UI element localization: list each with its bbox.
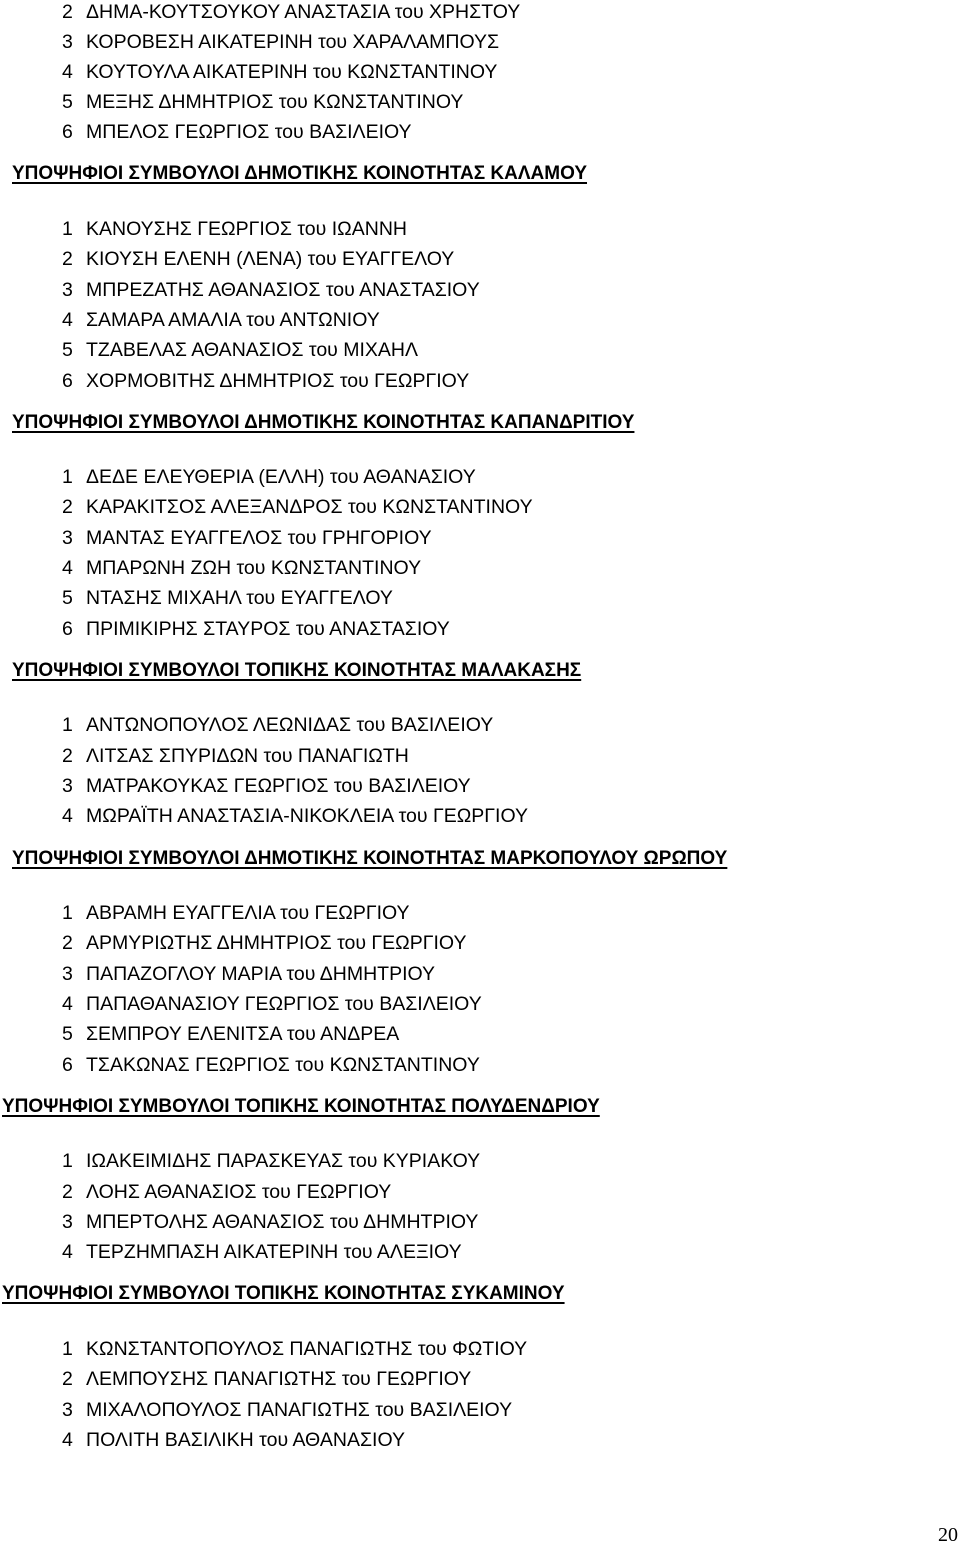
candidate-name: ΜΩΡΑΪΤΗ ΑΝΑΣΤΑΣΙΑ-ΝΙΚΟΚΛΕΙΑ του ΓΕΩΡΓΙΟΥ: [86, 805, 528, 827]
candidate-number: 5: [62, 587, 73, 609]
candidate-name: ΣΑΜΑΡΑ ΑΜΑΛΙΑ του ΑΝΤΩΝΙΟΥ: [86, 309, 380, 331]
candidate-name: ΣΕΜΠΡΟΥ ΕΛΕΝΙΤΣΑ του ΑΝΔΡΕΑ: [86, 1023, 400, 1045]
candidate-number: 2: [62, 1368, 73, 1390]
candidate-number: 3: [62, 527, 73, 549]
list-item: [62, 60, 497, 84]
list-item: [62, 1149, 480, 1173]
section-heading: ΥΠΟΨΗΦΙΟΙ ΣΥΜΒΟΥΛΟΙ ΔΗΜΟΤΙΚΗΣ ΚΟΙΝΟΤΗΤΑΣ ΜΑΡΚΟΠΟΥΛΟΥ ΩΡΩΠΟΥ: [12, 848, 728, 869]
candidate-name: ΚΑΡΑΚΙΤΣΟΣ ΑΛΕΞΑΝΔΡΟΣ του ΚΩΝΣΤΑΝΤΙΝΟΥ: [86, 496, 533, 518]
candidate-number: 2: [62, 932, 73, 954]
candidate-name: ΜΙΧΑΛΟΠΟΥΛΟΣ ΠΑΝΑΓΙΩΤΗΣ του ΒΑΣΙΛΕΙΟΥ: [86, 1399, 513, 1421]
list-item: [62, 1240, 462, 1264]
candidate-number: 1: [62, 714, 73, 736]
candidate-name: ΚΩΝΣΤΑΝΤΟΠΟΥΛΟΣ ΠΑΝΑΓΙΩΤΗΣ του ΦΩΤΙΟΥ: [86, 1338, 528, 1360]
candidate-number: 3: [62, 31, 73, 53]
list-item: [62, 713, 493, 737]
list-item: [62, 30, 499, 54]
candidate-number: 4: [62, 61, 73, 83]
list-item: [62, 1367, 471, 1391]
list-item: [62, 247, 454, 271]
candidate-number: 2: [62, 496, 73, 518]
candidate-number: 6: [62, 618, 73, 640]
list-item: [62, 586, 393, 610]
candidate-number: 5: [62, 91, 73, 113]
candidate-name: ΠΑΠΑΘΑΝΑΣΙΟΥ ΓΕΩΡΓΙΟΣ του ΒΑΣΙΛΕΙΟΥ: [86, 993, 482, 1015]
candidate-number: 3: [62, 1399, 73, 1421]
list-item: [62, 338, 418, 362]
list-item: [62, 217, 407, 241]
list-item: [62, 1428, 405, 1452]
list-item: [62, 1053, 480, 1077]
candidate-name: ΜΑΝΤΑΣ ΕΥΑΓΓΕΛΟΣ του ΓΡΗΓΟΡΙΟΥ: [86, 527, 432, 549]
list-item: [62, 901, 410, 925]
candidate-name: ΜΠΕΡΤΟΛΗΣ ΑΘΑΝΑΣΙΟΣ του ΔΗΜΗΤΡΙΟΥ: [86, 1211, 479, 1233]
section-heading: ΥΠΟΨΗΦΙΟΙ ΣΥΜΒΟΥΛΟΙ ΔΗΜΟΤΙΚΗΣ ΚΟΙΝΟΤΗΤΑΣ ΚΑΛΑΜΟΥ: [12, 163, 588, 184]
list-item: [62, 1022, 399, 1046]
candidate-number: 2: [62, 1, 73, 23]
list-item: [62, 1337, 527, 1361]
candidate-name: ΤΣΑΚΩΝΑΣ ΓΕΩΡΓΙΟΣ του ΚΩΝΣΤΑΝΤΙΝΟΥ: [86, 1054, 480, 1076]
candidate-number: 4: [62, 1241, 73, 1263]
candidate-number: 6: [62, 1054, 73, 1076]
page-number: 20: [938, 1524, 958, 1546]
candidate-name: ΚΟΥΤΟΥΛΑ ΑΙΚΑΤΕΡΙΝΗ του ΚΩΝΣΤΑΝΤΙΝΟΥ: [86, 61, 498, 83]
list-item: [62, 465, 476, 489]
candidate-number: 1: [62, 1338, 73, 1360]
list-item: [62, 617, 450, 641]
candidate-name: ΤΖΑΒΕΛΑΣ ΑΘΑΝΑΣΙΟΣ του ΜΙΧΑΗΛ: [86, 339, 419, 361]
candidate-number: 4: [62, 993, 73, 1015]
candidate-name: ΤΕΡΖΗΜΠΑΣΗ ΑΙΚΑΤΕΡΙΝΗ του ΑΛΕΞΙΟΥ: [86, 1241, 462, 1263]
candidate-name: ΚΙΟΥΣΗ ΕΛΕΝΗ (ΛΕΝΑ) του ΕΥΑΓΓΕΛΟΥ: [86, 248, 455, 270]
list-item: [62, 0, 520, 24]
list-item: [62, 526, 432, 550]
candidate-number: 1: [62, 902, 73, 924]
candidate-name: ΜΠΡΕΖΑΤΗΣ ΑΘΑΝΑΣΙΟΣ του ΑΝΑΣΤΑΣΙΟΥ: [86, 279, 480, 301]
list-item: [62, 931, 466, 955]
candidate-number: 5: [62, 339, 73, 361]
candidate-number: 4: [62, 1429, 73, 1451]
candidate-name: ΧΟΡΜΟΒΙΤΗΣ ΔΗΜΗΤΡΙΟΣ του ΓΕΩΡΓΙΟΥ: [86, 370, 470, 392]
candidate-number: 2: [62, 745, 73, 767]
candidate-name: ΔΗΜΑ-ΚΟΥΤΣΟΥΚΟΥ ΑΝΑΣΤΑΣΙΑ του ΧΡΗΣΤΟΥ: [86, 1, 521, 23]
candidate-number: 1: [62, 466, 73, 488]
candidate-number: 5: [62, 1023, 73, 1045]
list-item: [62, 90, 463, 114]
candidate-number: 6: [62, 370, 73, 392]
candidate-number: 1: [62, 218, 73, 240]
list-item: [62, 308, 380, 332]
candidate-name: ΠΑΠΑΖΟΓΛΟΥ ΜΑΡΙΑ του ΔΗΜΗΤΡΙΟΥ: [86, 963, 436, 985]
candidate-name: ΛΙΤΣΑΣ ΣΠΥΡΙΔΩΝ του ΠΑΝΑΓΙΩΤΗ: [86, 745, 409, 767]
section-heading: ΥΠΟΨΗΦΙΟΙ ΣΥΜΒΟΥΛΟΙ ΔΗΜΟΤΙΚΗΣ ΚΟΙΝΟΤΗΤΑΣ ΚΑΠΑΝΔΡΙΤΙΟΥ: [12, 412, 635, 433]
candidate-number: 2: [62, 1181, 73, 1203]
list-item: [62, 992, 482, 1016]
candidate-name: ΠΡΙΜΙΚΙΡΗΣ ΣΤΑΥΡΟΣ του ΑΝΑΣΤΑΣΙΟΥ: [86, 618, 450, 640]
candidate-name: ΑΒΡΑΜΗ ΕΥΑΓΓΕΛΙΑ του ΓΕΩΡΓΙΟΥ: [86, 902, 410, 924]
candidate-number: 4: [62, 805, 73, 827]
list-item: [62, 962, 435, 986]
list-item: [62, 369, 469, 393]
list-item: [62, 120, 412, 144]
candidate-name: ΚΟΡΟΒΕΣΗ ΑΙΚΑΤΕΡΙΝΗ του ΧΑΡΑΛΑΜΠΟΥΣ: [86, 31, 500, 53]
candidate-number: 3: [62, 775, 73, 797]
candidate-number: 3: [62, 279, 73, 301]
candidate-number: 1: [62, 1150, 73, 1172]
list-item: [62, 1398, 512, 1422]
candidate-name: ΜΠΕΛΟΣ ΓΕΩΡΓΙΟΣ του ΒΑΣΙΛΕΙΟΥ: [86, 121, 412, 143]
list-item: [62, 744, 409, 768]
candidate-number: 2: [62, 248, 73, 270]
candidate-name: ΑΝΤΩΝΟΠΟΥΛΟΣ ΛΕΩΝΙΔΑΣ του ΒΑΣΙΛΕΙΟΥ: [86, 714, 494, 736]
section-heading: ΥΠΟΨΗΦΙΟΙ ΣΥΜΒΟΥΛΟΙ ΤΟΠΙΚΗΣ ΚΟΙΝΟΤΗΤΑΣ ΣΥΚΑΜΙΝΟΥ: [2, 1283, 565, 1304]
list-item: [62, 556, 421, 580]
candidate-name: ΠΟΛΙΤΗ ΒΑΣΙΛΙΚΗ του ΑΘΑΝΑΣΙΟΥ: [86, 1429, 405, 1451]
candidate-number: 4: [62, 309, 73, 331]
candidate-number: 4: [62, 557, 73, 579]
candidate-number: 3: [62, 1211, 73, 1233]
candidate-name: ΛΟΗΣ ΑΘΑΝΑΣΙΟΣ του ΓΕΩΡΓΙΟΥ: [86, 1181, 392, 1203]
candidate-name: ΜΑΤΡΑΚΟΥΚΑΣ ΓΕΩΡΓΙΟΣ του ΒΑΣΙΛΕΙΟΥ: [86, 775, 471, 797]
candidate-name: ΜΕΞΗΣ ΔΗΜΗΤΡΙΟΣ του ΚΩΝΣΤΑΝΤΙΝΟΥ: [86, 91, 464, 113]
candidate-name: ΑΡΜΥΡΙΩΤΗΣ ΔΗΜΗΤΡΙΟΣ του ΓΕΩΡΓΙΟΥ: [86, 932, 467, 954]
candidate-name: ΜΠΑΡΩΝΗ ΖΩΗ του ΚΩΝΣΤΑΝΤΙΝΟΥ: [86, 557, 422, 579]
candidate-number: 6: [62, 121, 73, 143]
candidate-name: ΚΑΝΟΥΣΗΣ ΓΕΩΡΓΙΟΣ του ΙΩΑΝΝΗ: [86, 218, 407, 240]
list-item: [62, 495, 533, 519]
candidate-name: ΝΤΑΣΗΣ ΜΙΧΑΗΛ του ΕΥΑΓΓΕΛΟΥ: [86, 587, 393, 609]
list-item: [62, 1180, 391, 1204]
candidate-name: ΔΕΔΕ ΕΛΕΥΘΕΡΙΑ (ΕΛΛΗ) του ΑΘΑΝΑΣΙΟΥ: [86, 466, 476, 488]
list-item: [62, 774, 471, 798]
candidate-name: ΙΩΑΚΕΙΜΙΔΗΣ ΠΑΡΑΣΚΕΥΑΣ του ΚΥΡΙΑΚΟΥ: [86, 1150, 481, 1172]
candidate-name: ΛΕΜΠΟΥΣΗΣ ΠΑΝΑΓΙΩΤΗΣ του ΓΕΩΡΓΙΟΥ: [86, 1368, 472, 1390]
list-item: [62, 278, 480, 302]
list-item: [62, 804, 528, 828]
section-heading: ΥΠΟΨΗΦΙΟΙ ΣΥΜΒΟΥΛΟΙ ΤΟΠΙΚΗΣ ΚΟΙΝΟΤΗΤΑΣ ΠΟΛΥΔΕΝΔΡΙΟΥ: [2, 1096, 600, 1117]
section-heading: ΥΠΟΨΗΦΙΟΙ ΣΥΜΒΟΥΛΟΙ ΤΟΠΙΚΗΣ ΚΟΙΝΟΤΗΤΑΣ ΜΑΛΑΚΑΣΗΣ: [12, 660, 582, 681]
candidate-number: 3: [62, 963, 73, 985]
list-item: [62, 1210, 478, 1234]
